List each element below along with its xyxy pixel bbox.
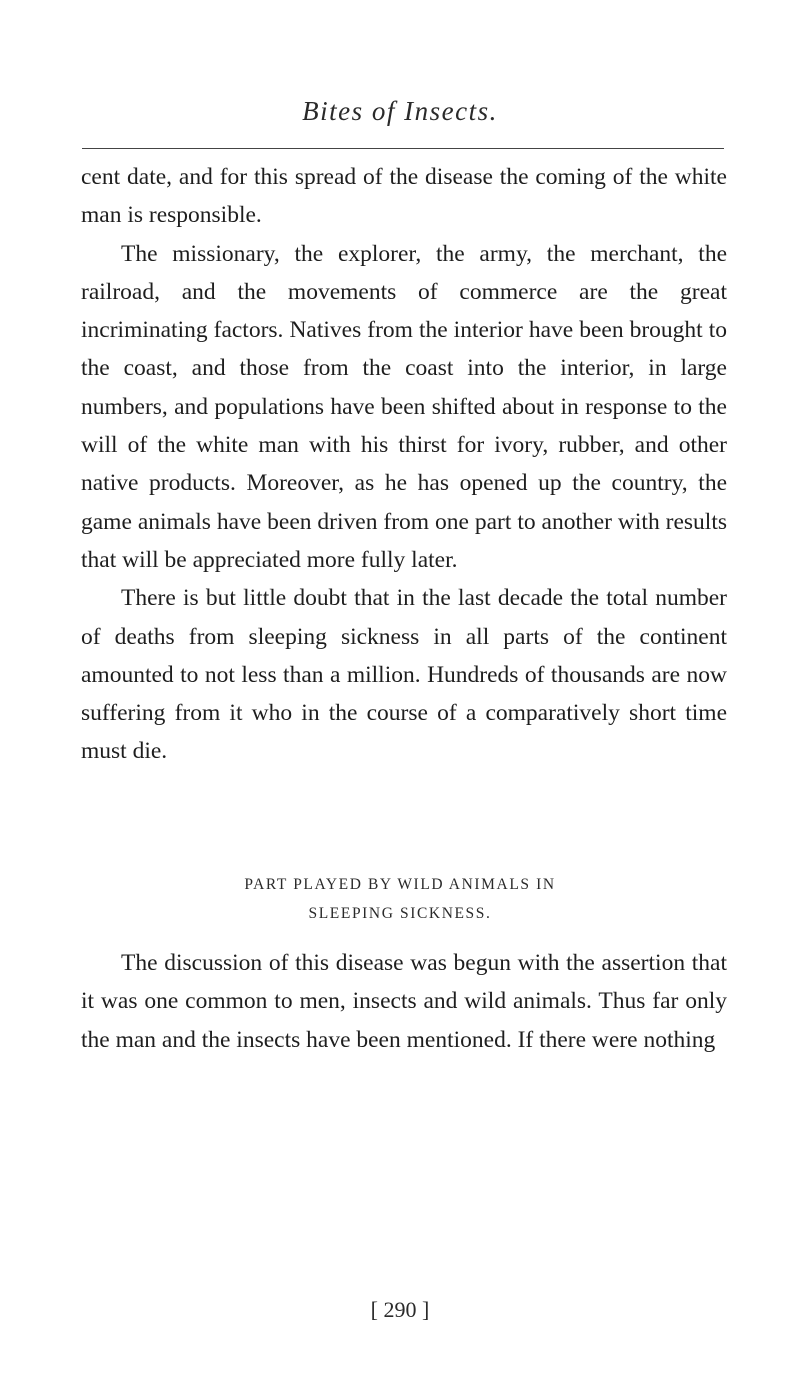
section-heading-line-2: SLEEPING SICKNESS. (308, 905, 492, 922)
paragraph-discussion: The discussion of this disease was begun with the assertion that it was one common to men, insects and wild animals. Thus far only the man and the insects have been mentioned. If there were nothing (81, 950, 727, 1053)
page-number: [ 290 ] (370, 1297, 430, 1322)
header-rule (82, 148, 724, 149)
section-heading (0, 870, 800, 928)
running-head: Bites of Insects. (302, 96, 498, 126)
body-text-bottom (81, 944, 727, 1059)
paragraph-incriminating-factors: The missionary, the explorer, the army, the merchant, the railroad, and the movements of commerce are the great incriminating factors. Natives from the interior have been brought to the coast, and those from the coast into the interior, in large numbers, and populations have been shifted about in response to the will of the white man with his thirst for ivory, rubber, and other native products. Moreover, as he has opened up the country, the game animals have been driven from one part to another with results that will be appreciated more fully later. (81, 240, 727, 573)
body-text-top (81, 158, 727, 771)
paragraph-death-toll: There is but little doubt that in the last decade the total number of deaths from sleeping sickness in all parts of the continent amounted to not less than a million. Hundreds of thousands are now suffering from it who in the course of a comparatively short time must die. (81, 585, 727, 765)
paragraph-continued: cent date, and for this spread of the disease the coming of the white man is responsible. (81, 164, 727, 229)
section-heading-line-1: PART PLAYED BY WILD ANIMALS IN (244, 876, 556, 893)
